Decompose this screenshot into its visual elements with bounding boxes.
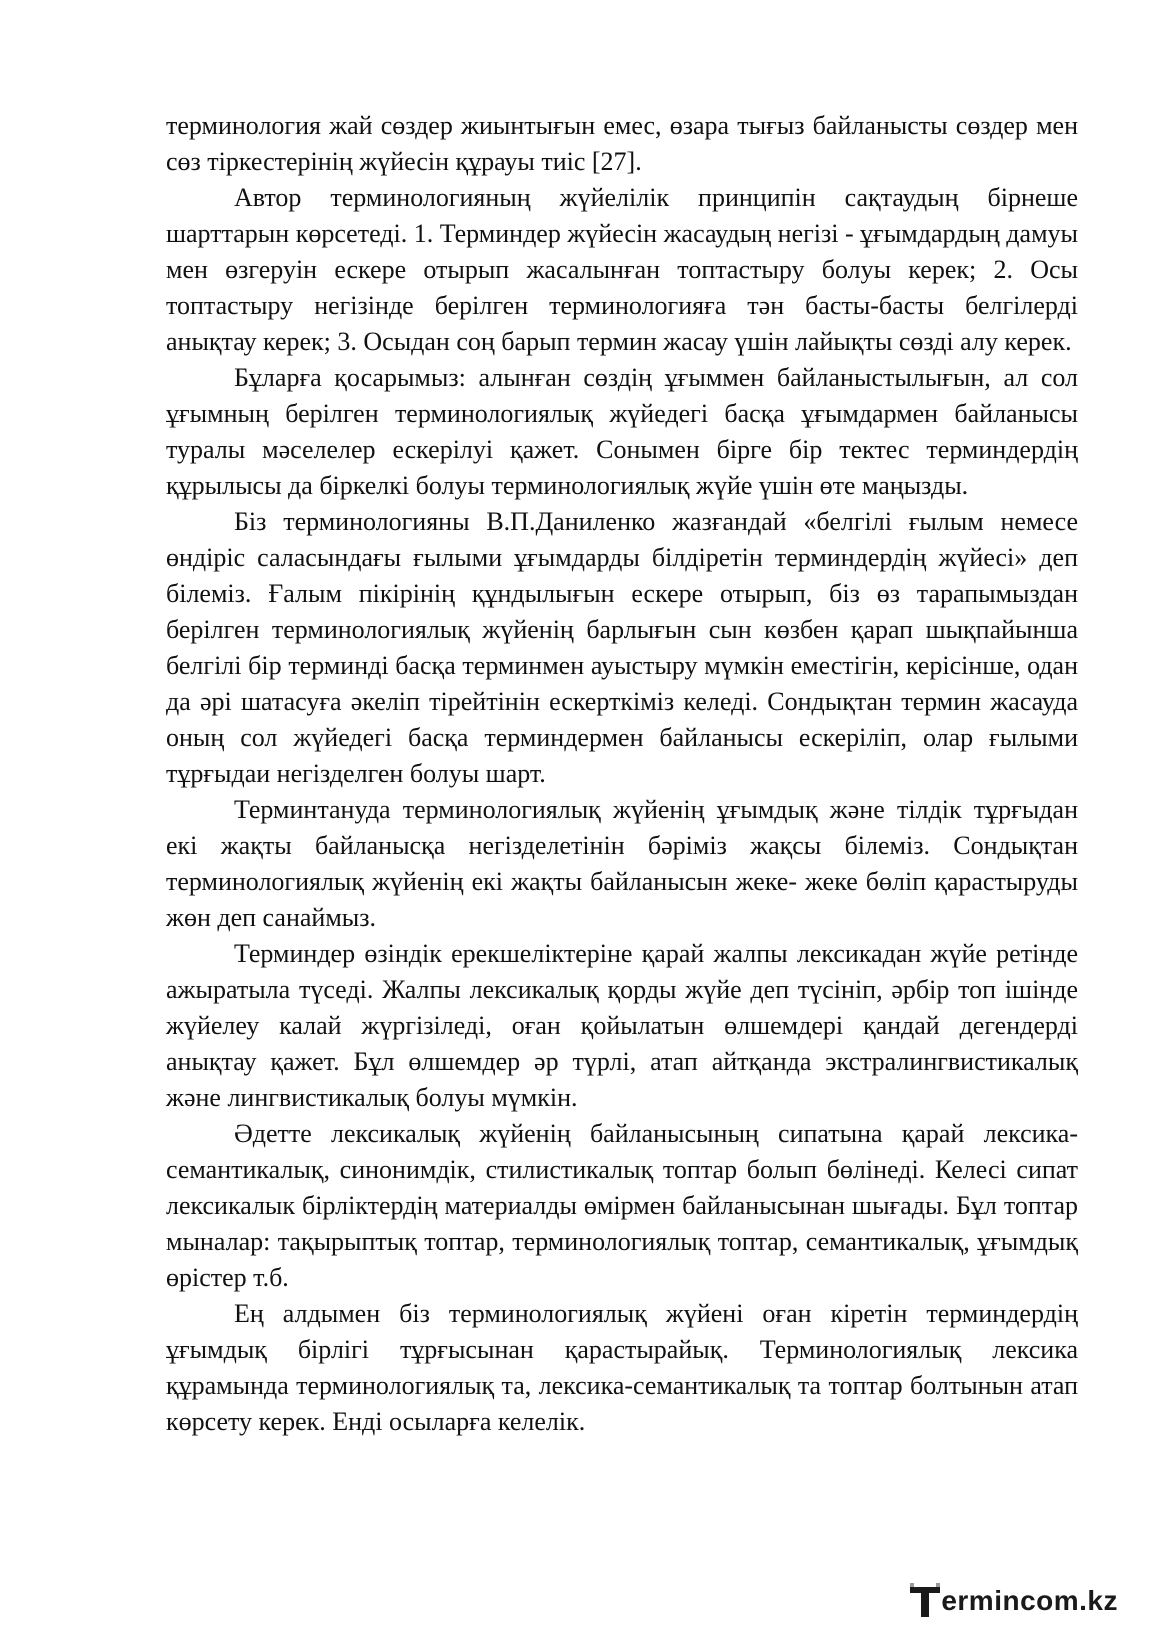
paragraph-8: Ең алдымен біз терминологиялық жүйені оған кіретін терминдердің ұғымдық бірлігі тұрғысынан қарастырайық. Терминологиялық лексика құрамында терминологиялық та, лексика-семантикалық та топтар болтынын атап көрсету керек. Енді осыларға келелік. — [166, 1299, 1078, 1436]
watermark-text: ermincom.kz — [941, 1585, 1118, 1616]
paragraph-3: Бұларға қосарымыз: алынған сөздің ұғыммен байланыстылығын, ал сол ұғымның берілген терминологиялық жүйедегі басқа ұғымдармен байланысы туралы мәселелер ескерілуі қажет. Сонымен бірге бір тектес терминдердің құрылысы да біркелкі болуы терминологиялық жүйе үшін өте маңызды. — [166, 363, 1078, 500]
paragraph-2: Автор терминологияның жүйелілік принципін сақтаудың бірнеше шарттарын көрсетеді. 1. Терминдер жүйесін жасаудың негізі - ұғымдардың дамуы мен өзгеруін ескере отырып жасалынған топтастыру болуы керек; 2. Осы топтастыру негізінде берілген терминологияға тән басты-басты белгілерді анықтау керек; 3. Осыдан соң барып термин жасау үшін лайықты сөзді алу керек. — [166, 183, 1078, 356]
paragraph-6: Терминдер өзіндік ерекшеліктеріне қарай жалпы лексикадан жүйе ретінде ажыратыла түседі. Жалпы лексикалық қорды жүйе деп түсініп, әрбір топ ішінде жүйелеу калай жүргізіледі, оған қойылатын өлшемдері қандай дегендерді анықтау қажет. Бұл өлшемдер әр түрлі, атап айтқанда экстралингвистикалық және лингвистикалық болуы мүмкін. — [166, 939, 1078, 1112]
paragraph-1: терминология жай сөздер жиынтығын емес, өзара тығыз байланысты сөздер мен сөз тіркестерінің жүйесін құрауы тиіс [27]. — [166, 111, 1078, 176]
t-letter-logo-icon — [910, 1583, 940, 1619]
paragraph-7: Әдетте лексикалық жүйенің байланысының сипатына қарай лексика-семантикалық, синонимдік, стилистикалық топтар болып бөлінеді. Келесі сипат лексикалык бірліктердің материалды өмірмен байланысынан шығады. Бұл топтар мыналар: тақырыптық топтар, терминологиялық топтар, семантикалық, ұғымдық өрістер т.б. — [166, 1119, 1078, 1292]
paragraph-5: Терминтануда терминологиялық жүйенің ұғымдық және тілдік тұрғыдан екі жақты байланысқа негізделетінін бәріміз жақсы білеміз. Сондықтан терминологиялық жүйенің екі жақты байланысын жеке- жеке бөліп қарастыруды жөн деп санаймыз. — [166, 795, 1078, 932]
document-body — [166, 108, 1078, 1440]
site-watermark — [910, 1575, 1118, 1619]
paragraph-4: Біз терминологияны В.П.Даниленко жазғандай «белгілі ғылым немесе өндіріс саласындағы ғылыми ұғымдарды білдіретін терминдердің жүйесі» деп білеміз. Ғалым пікірінің құндылығын ескере отырып, біз өз тарапымыздан берілген терминологиялық жүйенің барлығын сын көзбен қарап шықпайынша белгілі бір терминді басқа терминмен ауыстыру мүмкін еместігін, керісінше, одан да әрі шатасуға әкеліп тірейтінін ескерткіміз келеді. Сондықтан термин жасауда оның сол жүйедегі басқа терминдермен байланысы ескеріліп, олар ғылыми тұрғыдаи негізделген болуы шарт. — [166, 507, 1078, 788]
